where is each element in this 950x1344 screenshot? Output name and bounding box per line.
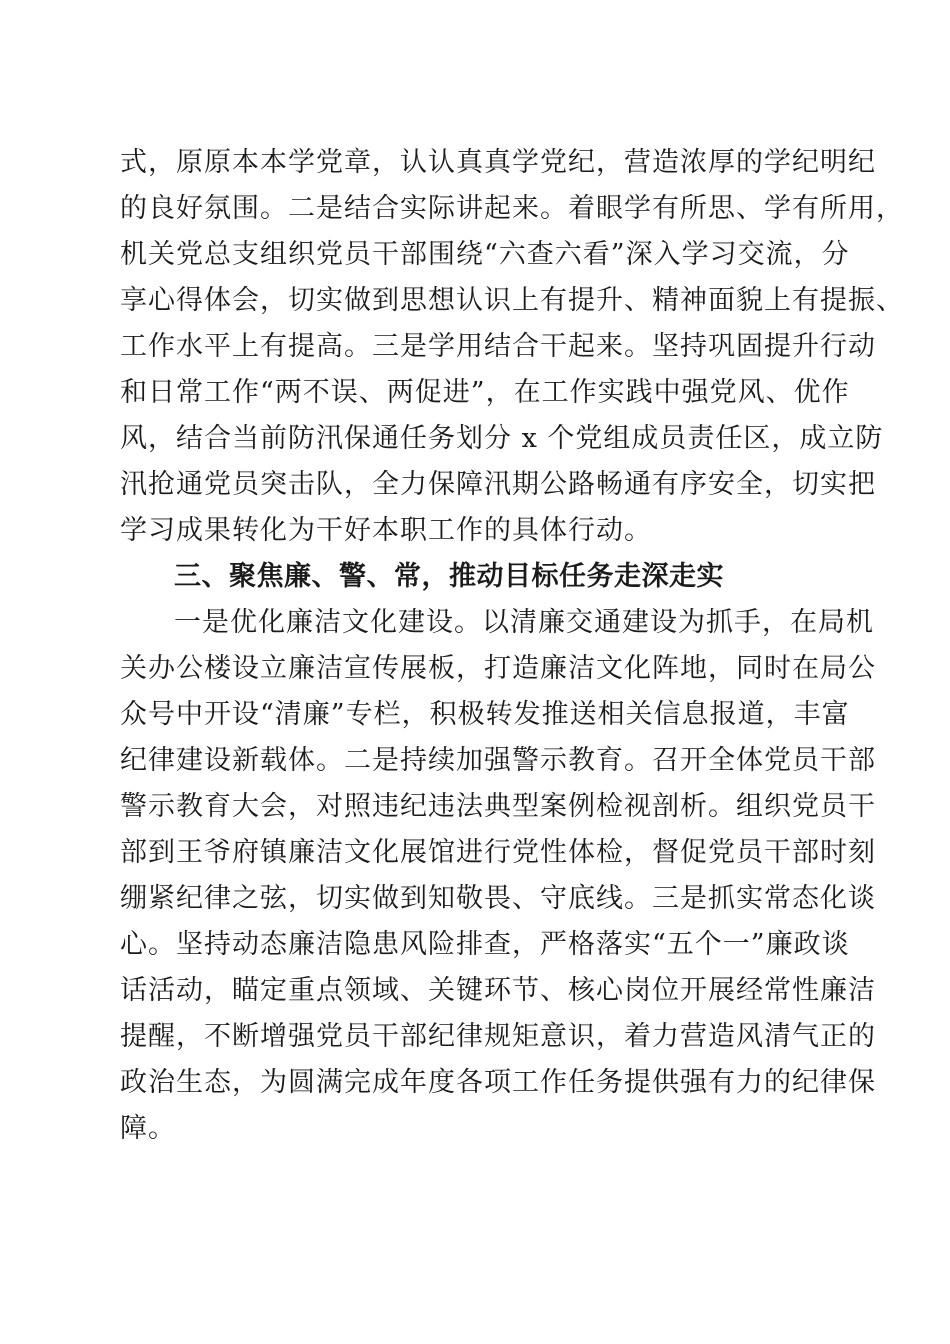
body-text-line: 障。	[120, 1113, 176, 1144]
body-text-line: 纪律建设新载体。二是持续加强警示教育。召开全体党员干部	[120, 745, 876, 776]
body-text-line: 一是优化廉洁文化建设。以清廉交通建设为抓手，在局机	[174, 607, 874, 638]
body-text-line: 话活动，瞄定重点领域、关键环节、核心岗位开展经常性廉洁	[120, 975, 876, 1006]
body-text-line: 风，结合当前防汛保通任务划分 x 个党组成员责任区，成立防	[120, 423, 884, 454]
section-heading: 三、聚焦廉、警、常，推动目标任务走深走实	[174, 561, 724, 592]
body-text-line: 部到王爷府镇廉洁文化展馆进行党性体检，督促党员干部时刻	[120, 837, 876, 868]
body-text-line: 和日常工作“两不误、两促进”，在工作实践中强党风、优作	[120, 377, 850, 408]
body-text-line: 汛抢通党员突击队，全力保障汛期公路畅通有序安全，切实把	[120, 469, 876, 500]
body-text-line: 政治生态，为圆满完成年度各项工作任务提供强有力的纪律保	[120, 1067, 876, 1098]
body-text-line: 关办公楼设立廉洁宣传展板，打造廉洁文化阵地，同时在局公	[120, 653, 876, 684]
body-text-line: 学习成果转化为干好本职工作的具体行动。	[120, 515, 652, 546]
body-text-line: 众号中开设“清廉”专栏，积极转发推送相关信息报道，丰富	[120, 699, 850, 730]
body-text-line: 的良好氛围。二是结合实际讲起来。着眼学有所思、学有所用，	[120, 193, 904, 224]
body-text-line: 机关党总支组织党员干部围绕“六查六看”深入学习交流，分	[120, 239, 850, 270]
body-text-line: 式，原原本本学党章，认认真真学党纪，营造浓厚的学纪明纪	[120, 147, 876, 178]
body-text-line: 工作水平上有提高。三是学用结合干起来。坚持巩固提升行动	[120, 331, 876, 362]
body-text-line: 警示教育大会，对照违纪违法典型案例检视剖析。组织党员干	[120, 791, 876, 822]
body-text-line: 提醒，不断增强党员干部纪律规矩意识，着力营造风清气正的	[120, 1021, 876, 1052]
body-text-line: 绷紧纪律之弦，切实做到知敬畏、守底线。三是抓实常态化谈	[120, 883, 876, 914]
body-text-line: 心。坚持动态廉洁隐患风险排查，严格落实“五个一”廉政谈	[120, 929, 850, 960]
body-text-line: 享心得体会，切实做到思想认识上有提升、精神面貌上有提振、	[120, 285, 904, 316]
